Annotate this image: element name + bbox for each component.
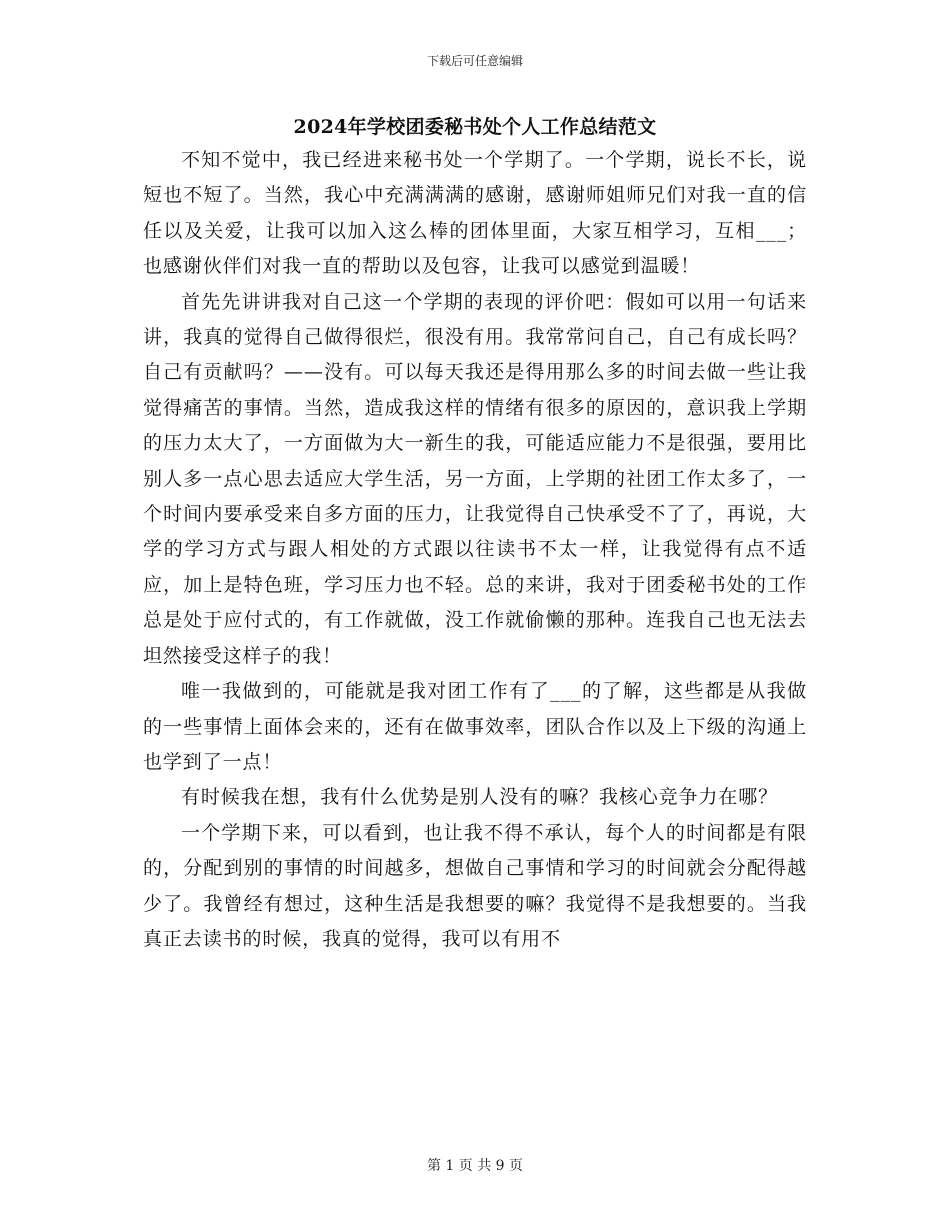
paragraph-2: 首先先讲讲我对自己这一个学期的表现的评价吧：假如可以用一句话来讲，我真的觉得自己做得很烂，很没有用。我常常问自己，自己有成长吗？自己有贡献吗？——没有。可以每天我还是得用那么多的时间去做一些让我觉得痛苦的事情。当然，造成我这样的情绪有很多的原因的，意识我上学期的压力太大了，一方面做为大一新生的我，可能适应能力不是很强，要用比别人多一点心思去适应大学生活，另一方面，上学期的社团工作太多了，一个时间内要承受来自多方面的压力，让我觉得自己快承受不了了，再说，大学的学习方式与跟人相处的方式跟以往读书不太一样，让我觉得有点不适应，加上是特色班，学习压力也不轻。总的来讲，我对于团委秘书处的工作总是处于应付式的，有工作就做，没工作就偷懒的那种。连我自己也无法去坦然接受这样子的我！ xyxy=(143,290,807,667)
paragraph-5: 一个学期下来，可以看到，也让我不得不承认，每个人的时间都是有限的，分配到别的事情的时间越多，想做自己事情和学习的时间就会分配得越少了。我曾经有想过，这种生活是我想要的嘛？我觉得不是我想要的。当我真正去读书的时候，我真的觉得，我可以有用不 xyxy=(143,821,807,950)
document-title: 2024年学校团委秘书处个人工作总结范文 xyxy=(293,116,657,138)
paragraph-3: 唯一我做到的，可能就是我对团工作有了___的了解，这些都是从我做的一些事情上面体会来的，还有在做事效率，团队合作以及上下级的沟通上也学到了一点！ xyxy=(143,680,807,773)
paragraph-4: 有时候我在想，我有什么优势是别人没有的嘛？我核心竞争力在哪？ xyxy=(181,786,779,809)
document-body xyxy=(143,143,807,1143)
page-header: 下载后可任意编辑 xyxy=(426,54,523,68)
paragraph-1: 不知不觉中，我已经进来秘书处一个学期了。一个学期，说长不长，说短也不短了。当然，我心中充满满满的感谢，感谢师姐师兄们对我一直的信任以及关爱，让我可以加入这么棒的团体里面，大家互相学习，互相___；也感谢伙伴们对我一直的帮助以及包容，让我可以感觉到温暖！ xyxy=(143,149,807,278)
page-number-footer: 第 1 页 共 9 页 xyxy=(426,1158,524,1174)
